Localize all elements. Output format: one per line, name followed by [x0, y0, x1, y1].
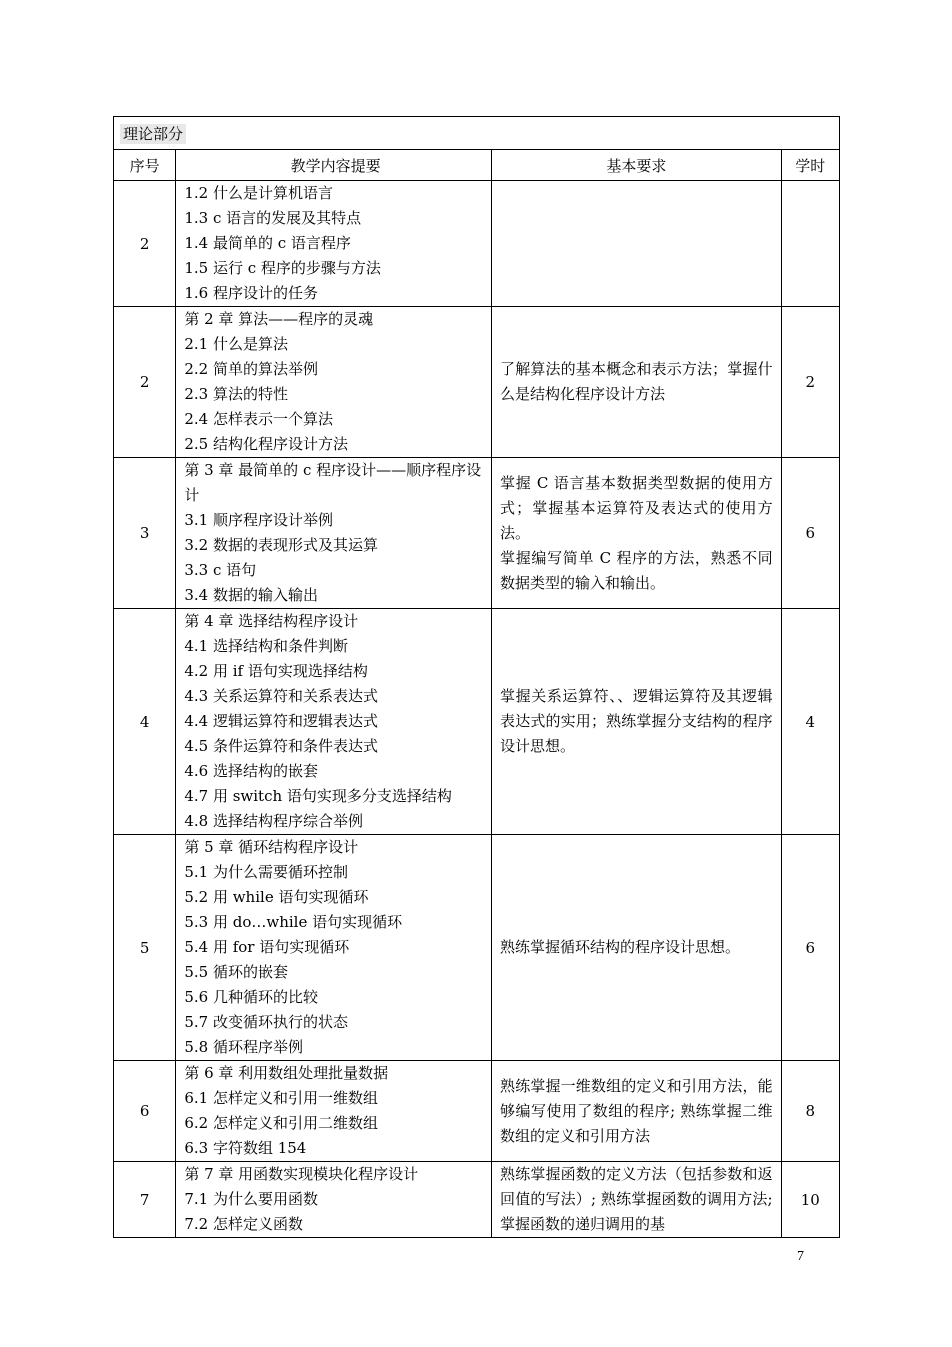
content-line: 3.2 数据的表现形式及其运算	[184, 536, 378, 554]
table-row	[114, 1162, 840, 1238]
header-num: 序号	[114, 150, 176, 181]
table-row	[114, 458, 840, 609]
content-line: 5.6 几种循环的比较	[184, 988, 318, 1006]
requirement-text: 掌握关系运算符、、逻辑运算符及其逻辑表达式的实用；熟练掌握分支结构的程序设计思想。	[500, 687, 773, 755]
row-content	[176, 307, 492, 458]
row-content	[176, 609, 492, 835]
content-line: 7.2 怎样定义函数	[184, 1215, 303, 1233]
requirement-text: 熟练掌握一维数组的定义和引用方法，能够编写使用了数组的程序; 熟练掌握二维数组的定义和引用方法	[500, 1076, 773, 1145]
syllabus-table	[113, 116, 840, 1238]
section-cell	[114, 117, 840, 150]
table-row	[114, 307, 840, 458]
row-num: 6	[114, 1061, 176, 1162]
content-line: 7.1 为什么要用函数	[184, 1190, 318, 1208]
row-num: 2	[114, 181, 176, 307]
content-line: 第 4 章 选择结构程序设计	[184, 612, 359, 630]
row-requirements	[492, 307, 782, 458]
content-line: 6.2 怎样定义和引用二维数组	[184, 1114, 378, 1132]
row-num: 7	[114, 1162, 176, 1238]
row-hours: 6	[781, 835, 839, 1061]
row-hours: 10	[781, 1162, 839, 1238]
content-line: 4.3 关系运算符和关系表达式	[184, 687, 378, 705]
row-requirements	[492, 1162, 782, 1238]
content-line: 3.3 c 语句	[184, 561, 257, 579]
page-number: 7	[797, 1249, 804, 1264]
row-requirements	[492, 1061, 782, 1162]
table-row	[114, 1061, 840, 1162]
content-line: 5.8 循环程序举例	[184, 1038, 303, 1056]
content-line: 6.3 字符数组 154	[184, 1139, 307, 1157]
content-line: 2.1 什么是算法	[184, 335, 288, 353]
header-requirements: 基本要求	[492, 150, 782, 181]
content-line: 3.4 数据的输入输出	[184, 586, 318, 604]
row-requirements	[492, 835, 782, 1061]
content-line: 1.6 程序设计的任务	[184, 284, 318, 302]
row-hours: 4	[781, 609, 839, 835]
content-line: 第 7 章 用函数实现模块化程序设计	[184, 1165, 419, 1183]
row-content	[176, 181, 492, 307]
row-num: 4	[114, 609, 176, 835]
row-content	[176, 1162, 492, 1238]
content-line: 2.4 怎样表示一个算法	[184, 410, 333, 428]
content-line: 4.4 逻辑运算符和逻辑表达式	[184, 712, 378, 730]
content-line: 第 6 章 利用数组处理批量数据	[184, 1064, 389, 1082]
content-line: 5.3 用 do…while 语句实现循环	[184, 913, 403, 931]
content-line: 2.3 算法的特性	[184, 385, 288, 403]
row-hours	[781, 181, 839, 307]
requirement-text: 了解算法的基本概念和表示方法；掌握什么是结构化程序设计方法	[500, 360, 773, 403]
section-row	[114, 117, 840, 150]
row-requirements	[492, 181, 782, 307]
row-num: 3	[114, 458, 176, 609]
row-content	[176, 835, 492, 1061]
content-line: 4.7 用 switch 语句实现多分支选择结构	[184, 787, 452, 805]
row-hours: 8	[781, 1061, 839, 1162]
table-row	[114, 835, 840, 1061]
content-line: 5.5 循环的嵌套	[184, 963, 288, 981]
content-line: 第 3 章 最简单的 c 程序设计——顺序程序设计	[184, 461, 482, 504]
row-content	[176, 1061, 492, 1162]
content-line: 3.1 顺序程序设计举例	[184, 511, 333, 529]
content-line: 1.2 什么是计算机语言	[184, 184, 333, 202]
row-hours: 6	[781, 458, 839, 609]
content-line: 4.6 选择结构的嵌套	[184, 762, 318, 780]
content-line: 6.1 怎样定义和引用一维数组	[184, 1089, 378, 1107]
row-requirements	[492, 609, 782, 835]
requirement-text: 熟练掌握函数的定义方法（包括参数和返回值的写法）; 熟练掌握函数的调用方法; 掌握函数的递归调用的基	[500, 1165, 773, 1233]
row-num: 5	[114, 835, 176, 1061]
content-line: 4.5 条件运算符和条件表达式	[184, 737, 378, 755]
content-line: 第 5 章 循环结构程序设计	[184, 838, 359, 856]
header-hours: 学时	[781, 150, 839, 181]
row-requirements	[492, 458, 782, 609]
content-line: 4.2 用 if 语句实现选择结构	[184, 662, 368, 680]
content-line: 2.2 简单的算法举例	[184, 360, 318, 378]
requirement-text: 掌握 C 语言基本数据类型数据的使用方式；掌握基本运算符及表达式的使用方法。	[500, 473, 773, 542]
content-line: 2.5 结构化程序设计方法	[184, 435, 348, 453]
content-line: 1.5 运行 c 程序的步骤与方法	[184, 259, 381, 277]
row-content	[176, 458, 492, 609]
row-num: 2	[114, 307, 176, 458]
header-row	[114, 150, 840, 181]
content-line: 4.1 选择结构和条件判断	[184, 637, 348, 655]
content-line: 5.1 为什么需要循环控制	[184, 863, 348, 881]
content-line: 5.2 用 while 语句实现循环	[184, 888, 369, 906]
content-line: 第 2 章 算法——程序的灵魂	[184, 310, 374, 328]
row-hours: 2	[781, 307, 839, 458]
content-line: 5.7 改变循环执行的状态	[184, 1013, 348, 1031]
section-label: 理论部分	[120, 124, 186, 144]
content-line: 4.8 选择结构程序综合举例	[184, 812, 363, 830]
content-line: 1.4 最简单的 c 语言程序	[184, 234, 351, 252]
table-row	[114, 609, 840, 835]
content-line: 5.4 用 for 语句实现循环	[184, 938, 350, 956]
requirement-text: 熟练掌握循环结构的程序设计思想。	[500, 938, 741, 956]
table-row	[114, 181, 840, 307]
requirement-text: 掌握编写简单 C 程序的方法，熟悉不同数据类型的输入和输出。	[500, 548, 773, 592]
content-line: 1.3 c 语言的发展及其特点	[184, 209, 362, 227]
header-content: 教学内容提要	[176, 150, 492, 181]
